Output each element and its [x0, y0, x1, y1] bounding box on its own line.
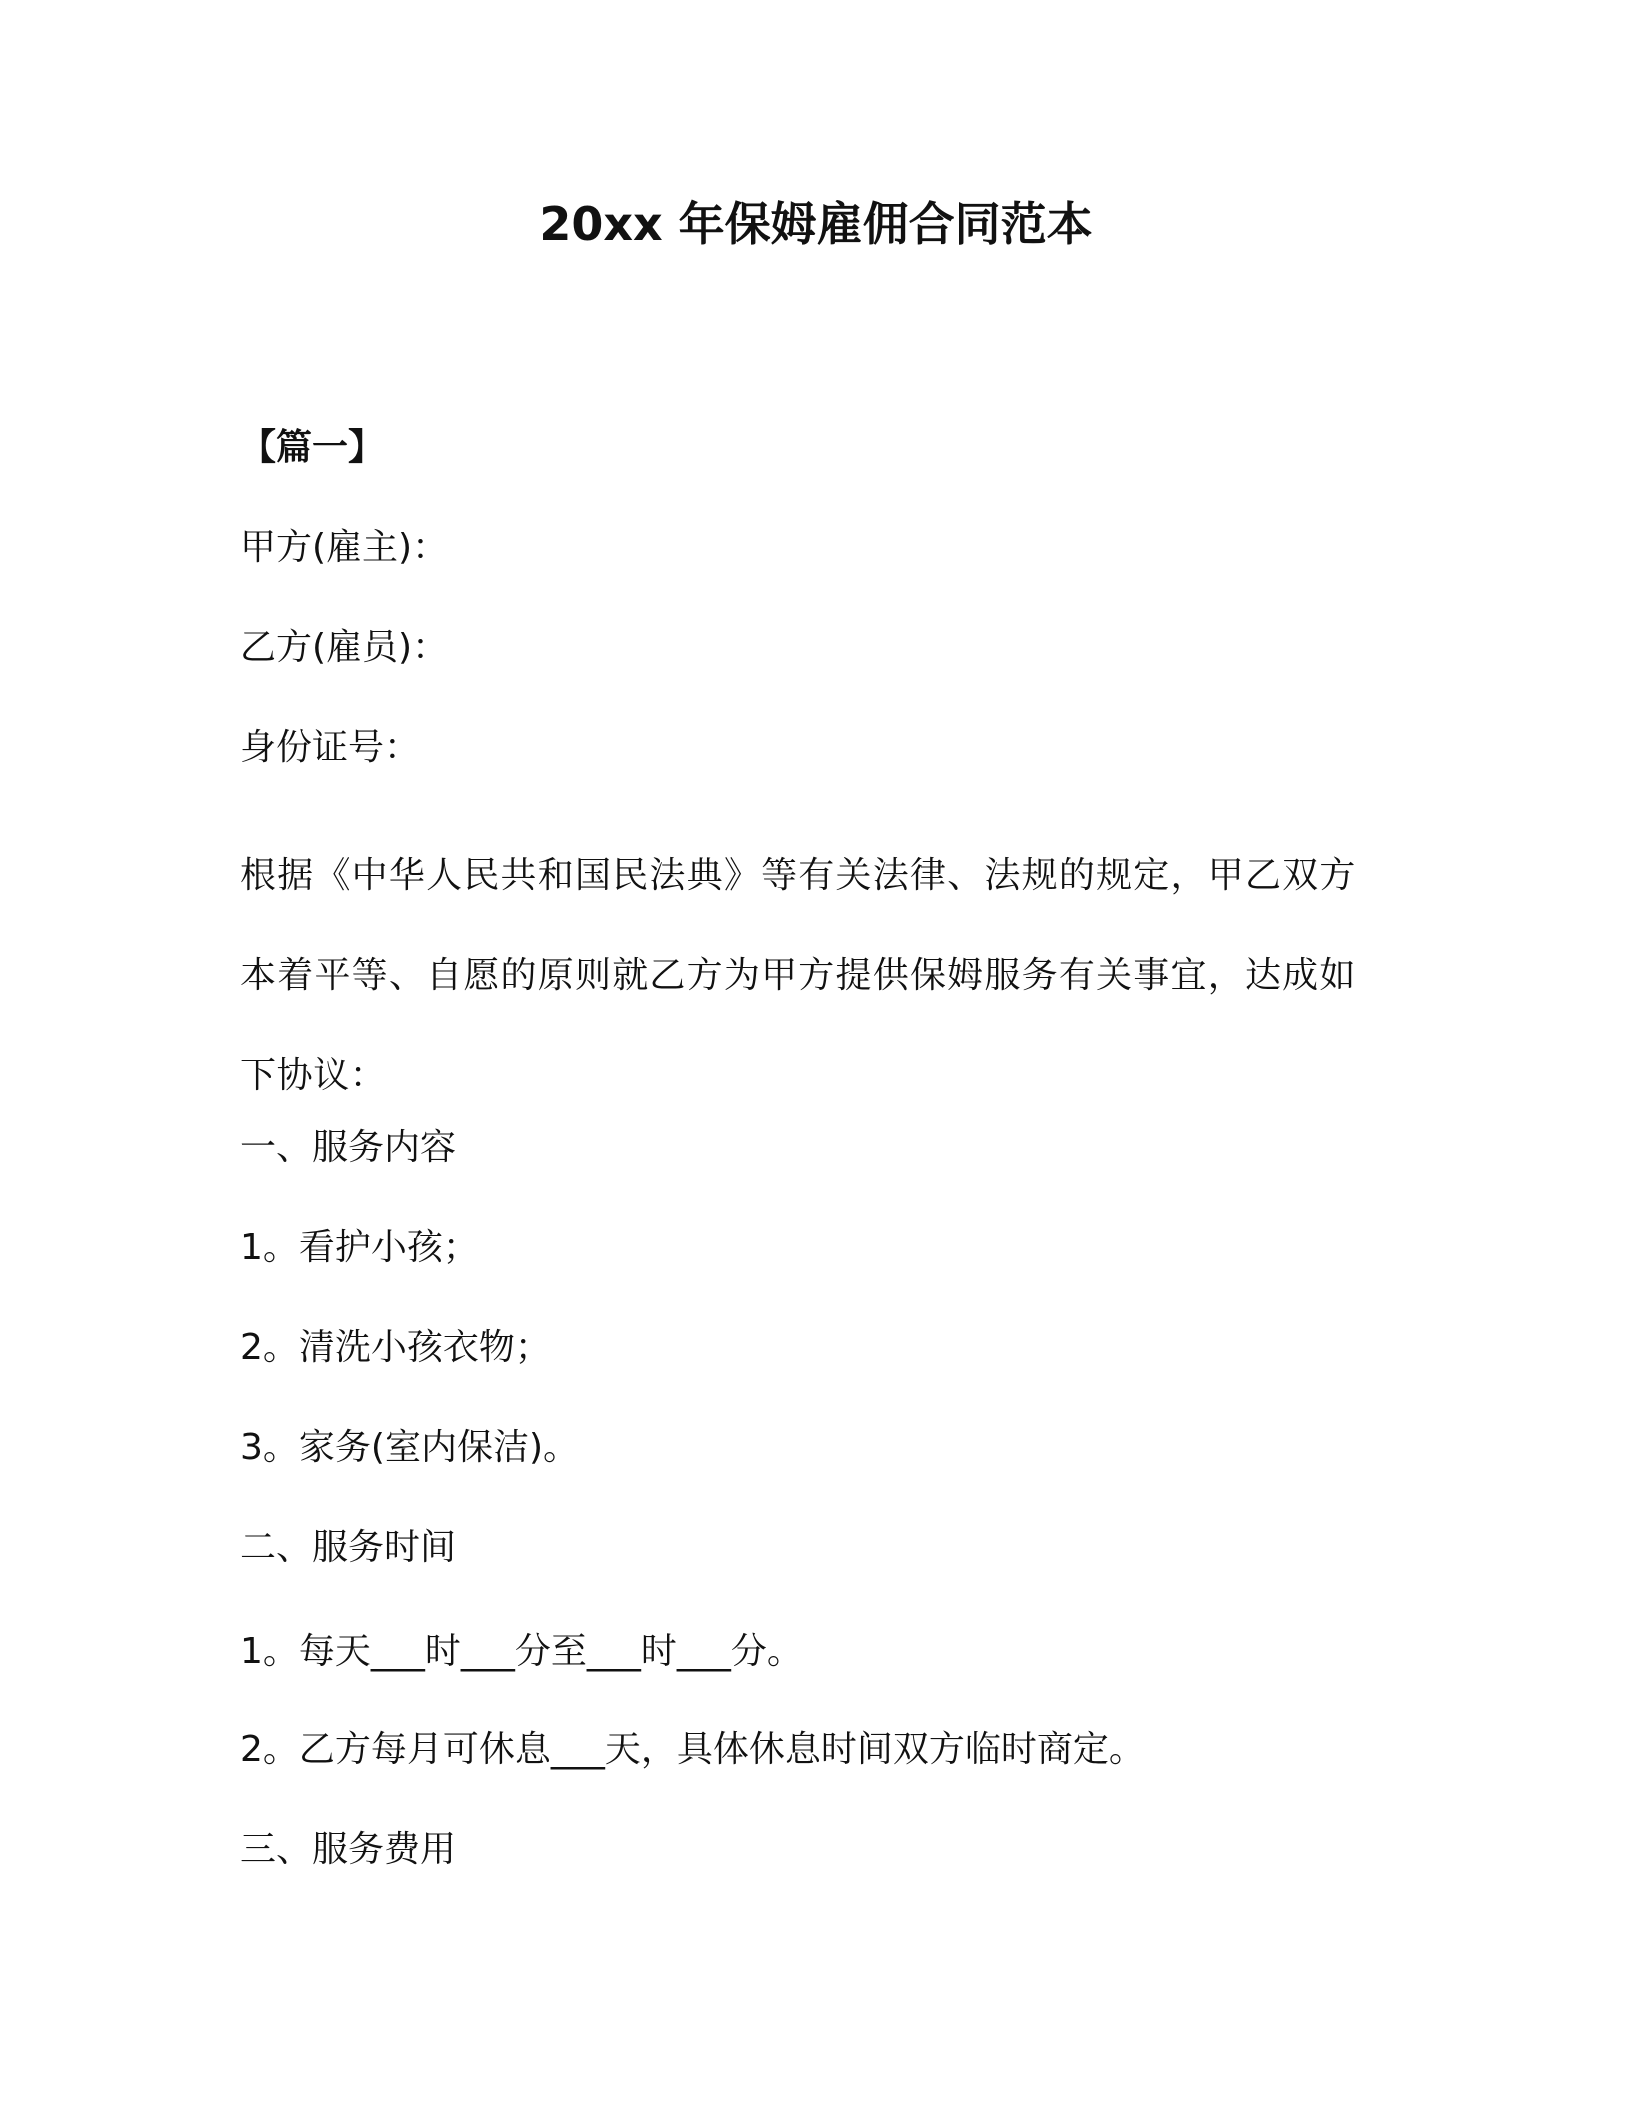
id-number-field: 身份证号：	[240, 727, 421, 768]
list-item: 2。乙方每月可休息___天，具体休息时间双方临时商定。	[240, 1729, 1145, 1770]
section-heading-service-fee: 三、服务费用	[240, 1829, 457, 1870]
document-title: 20xx 年保姆雇佣合同范本	[539, 197, 1093, 251]
list-item: 1。看护小孩；	[240, 1227, 479, 1268]
section-heading-service-time: 二、服务时间	[240, 1527, 457, 1568]
list-item: 1。每天___时___分至___时___分。	[240, 1631, 803, 1672]
section-label: 【篇一】	[240, 427, 385, 468]
party-a-field: 甲方(雇主)：	[240, 527, 449, 568]
preamble-paragraph: 根据《中华人民共和国民法典》等有关法律、法规的规定，甲乙双方本着平等、自愿的原则就乙方为甲方提供保姆服务有关事宜，达成如下协议：	[240, 855, 1356, 1096]
list-item: 3。家务(室内保洁)。	[240, 1427, 579, 1468]
section-heading-service-content: 一、服务内容	[240, 1127, 457, 1168]
party-b-field: 乙方(雇员)：	[240, 627, 449, 668]
list-item: 2。清洗小孩衣物；	[240, 1327, 551, 1368]
